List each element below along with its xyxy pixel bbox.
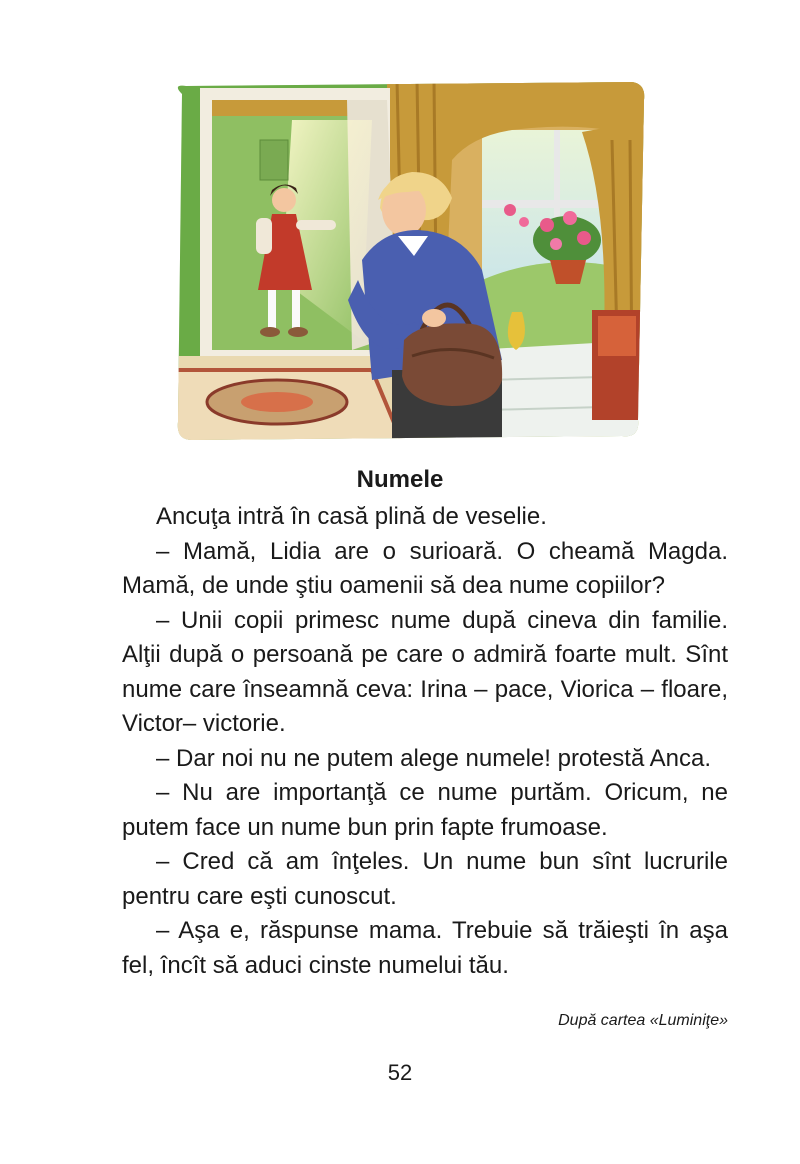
paragraph: – Aşa e, răspunse mama. Trebuie să trăieşti în aşa fel, încît să aduci cinste numelui tău. <box>122 917 728 979</box>
paragraph: – Cred că am înţeles. Un nume bun sînt lucrurile pentru care eşti cunoscut. <box>122 848 728 910</box>
story-illustration <box>172 80 648 442</box>
paragraph: – Nu are importanţă ce nume purtăm. Oricum, ne putem face un nume bun prin fapte frumoase. <box>122 779 728 841</box>
story-title: Numele <box>356 466 444 493</box>
paragraph: – Dar noi nu ne putem alege numele! protestă Anca. <box>156 744 712 772</box>
paragraph: – Unii copii primesc nume după cineva din familie. Alţii după o persoană pe care o admiră foarte mult. Sînt nume care înseamnă ceva: Irina – pace, Viorica – floare, Victor– victorie. <box>122 606 728 737</box>
paragraph: – Mamă, Lidia are o surioară. O cheamă Magda. Mamă, de unde ştiu oamenii să dea nume copiilor? <box>122 537 728 599</box>
paragraph: Ancuţa intră în casă plină de veselie. <box>156 503 547 530</box>
story-text <box>122 500 728 983</box>
source-attribution: După cartea «Luminiţe» <box>558 1012 728 1029</box>
page-number: 52 <box>387 1060 413 1085</box>
